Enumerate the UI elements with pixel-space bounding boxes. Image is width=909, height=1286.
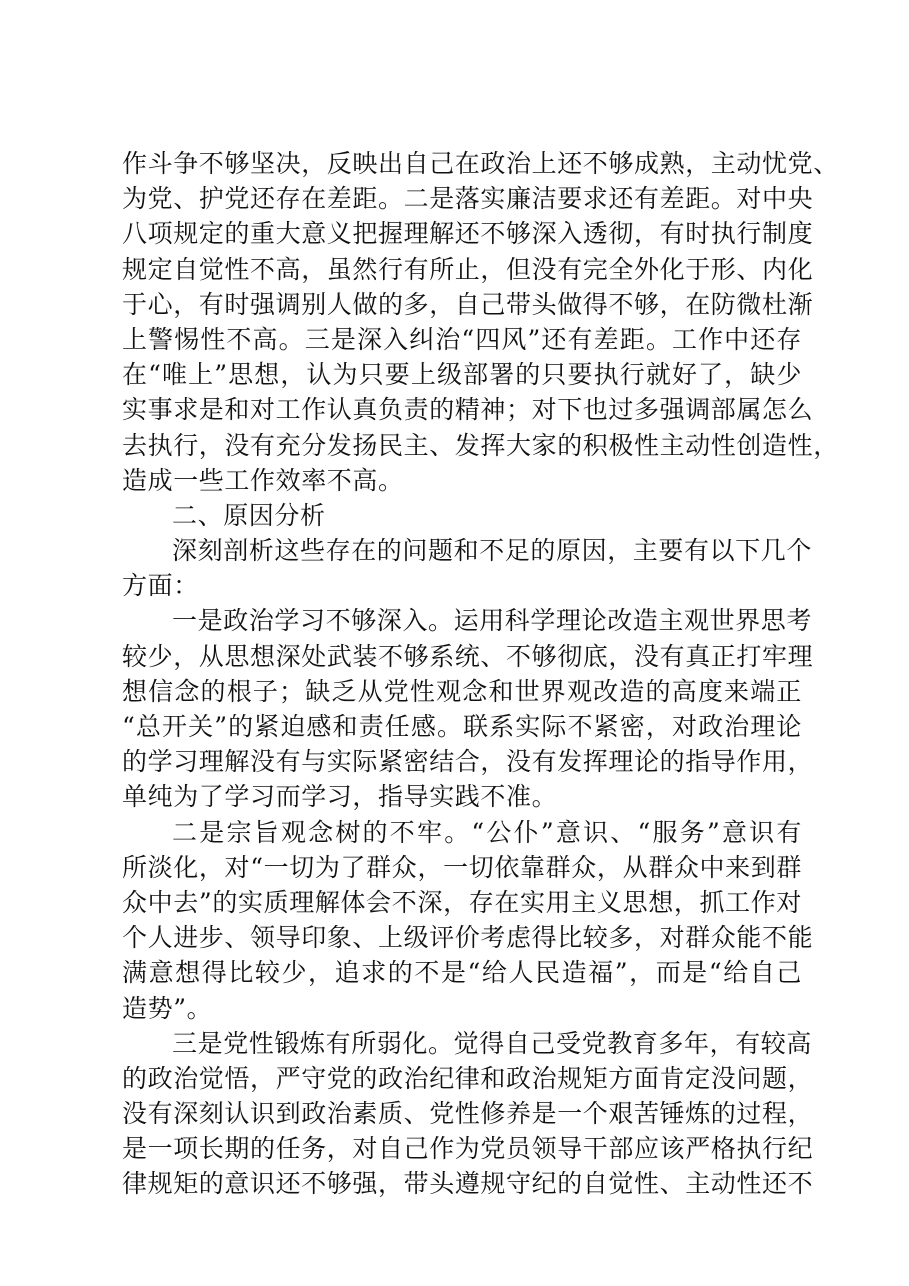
text-line: 造势”。 [122,993,213,1023]
text-line: 二、原因分析 [172,500,326,530]
text-line: 上警惕性不高。三是深入纠治“四风”还有差距。工作中还存 [122,324,802,354]
text-line: 实事求是和对工作认真负责的精神；对下也过多强调部属怎么 [122,395,814,425]
text-line: 没有深刻认识到政治素质、党性修养是一个艰苦锤炼的过程， [122,1099,814,1129]
text-line: 三是党性锻炼有所弱化。觉得自己受党教育多年，有较高 [172,1028,813,1058]
text-line: 一是政治学习不够深入。运用科学理论改造主观世界思考 [172,606,813,636]
text-line: 规定自觉性不高，虽然行有所止，但没有完全外化于形、内化 [122,254,814,284]
text-line: 单纯为了学习而学习，指导实践不准。 [122,782,558,812]
text-line: 方面： [122,571,199,601]
text-line: 八项规定的重大意义把握理解还不够深入透彻，有时执行制度 [122,219,814,249]
text-line: 二是宗旨观念树的不牢。“公仆”意识、“服务”意识有 [172,817,802,847]
text-line: 是一项长期的任务，对自己作为党员领导干部应该严格执行纪 [122,1134,814,1164]
text-line: 想信念的根子；缺乏从党性观念和世界观改造的高度来端正 [122,676,802,706]
text-line: 造成一些工作效率不高。 [122,465,404,495]
text-line: 的学习理解没有与实际紧密结合，没有发挥理论的指导作用， [122,747,814,777]
text-line: 作斗争不够坚决，反映出自己在政治上还不够成熟，主动忧党、 [122,149,839,178]
text-line: 满意想得比较少，追求的不是“给人民造福”，而是“给自己 [122,958,802,988]
text-line: 律规矩的意识还不够强，带头遵规守纪的自觉性、主动性还不 [122,1169,814,1199]
text-line: 的政治觉悟，严守党的政治纪律和政治规矩方面肯定没问题， [122,1063,814,1093]
text-line: 于心，有时强调别人做的多，自己带头做得不够，在防微杜渐 [122,289,814,319]
text-line: 众中去”的实质理解体会不深，存在实用主义思想，抓工作对 [122,887,802,917]
document-body [122,146,839,1202]
text-line: “总开关”的紧迫感和责任感。联系实际不紧密，对政治理论 [122,712,802,741]
text-line: 较少，从思想深处武装不够系统、不够彻底，没有真正打牢理 [122,641,814,671]
text-line: 深刻剖析这些存在的问题和不足的原因，主要有以下几个 [172,536,813,566]
text-line: 去执行，没有充分发扬民主、发挥大家的积极性主动性创造性， [122,430,839,460]
text-line: 个人进步、领导印象、上级评价考虑得比较多，对群众能不能 [122,923,814,953]
text-line: 在“唯上”思想，认为只要上级部署的只要执行就好了，缺少 [122,360,802,390]
text-line: 所淡化，对“一切为了群众，一切依靠群众，从群众中来到群 [122,852,802,882]
text-line: 为党、护党还存在差距。二是落实廉洁要求还有差距。对中央 [122,184,814,214]
